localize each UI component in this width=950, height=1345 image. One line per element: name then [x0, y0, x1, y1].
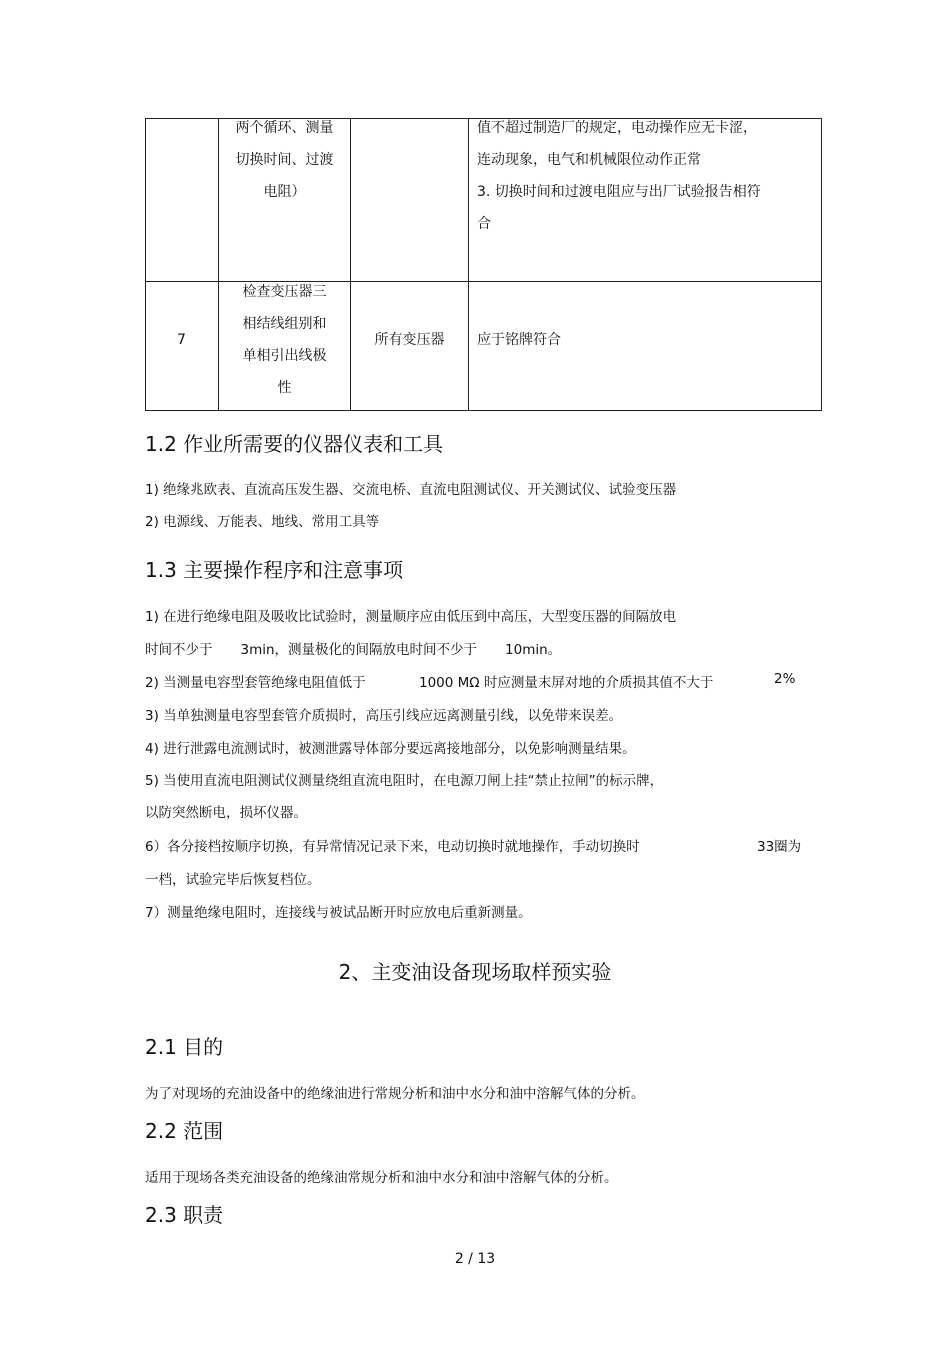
item-text: 性 [277, 380, 292, 396]
requirement-text: 3. 切换时间和过渡电阻应与出厂试验报告相符 [477, 184, 761, 200]
paragraph: 3) 当单独测量电容型套管介质损时，高压引线应远离测量引线，以免带来误差。 [145, 708, 623, 724]
text-span: 2% [774, 671, 796, 687]
requirement-text: 值不超过制造厂的规定，电动操作应无卡涩， [477, 120, 757, 136]
item-text: 相结线组别和 [242, 316, 327, 332]
text-span: 1000 MΩ 时应测量末屏对地的介质损其值不大于 [419, 675, 714, 691]
text-span: 时间不少于 [145, 642, 213, 658]
requirement-cell [477, 112, 817, 240]
text-span: 2) 当测量电容型套管绝缘电阻值低于 [145, 675, 366, 691]
item-text: 切换时间、过渡 [235, 152, 334, 168]
row-number: 7 [177, 332, 186, 348]
section-title: 1.2 作业所需要的仪器仪表和工具 [145, 432, 444, 456]
paragraph: 以防突然断电，损坏仪器。 [145, 805, 307, 821]
text-span: 10min。 [505, 642, 562, 658]
section-title: 1.3 主要操作程序和注意事项 [145, 558, 404, 582]
section-title: 2.2 范围 [145, 1119, 224, 1143]
paragraph: 5) 当使用直流电阻测试仪测量绕组直流电阻时，在电源刀闸上挂“禁止拉闸”的标示牌， [145, 773, 664, 789]
table-divider [350, 118, 351, 411]
item-cell [219, 276, 350, 404]
paragraph: 为了对现场的充油设备中的绝缘油进行常规分析和油中水分和油中溶解气体的分析。 [145, 1086, 645, 1102]
section-title: 2.1 目的 [145, 1035, 224, 1059]
test-items-table [145, 118, 822, 411]
paragraph: 2) 电源线、万能表、地线、常用工具等 [145, 514, 380, 530]
paragraph: 1) 在进行绝缘电阻及吸收比试验时，测量顺序应由低压到中高压，大型变压器的间隔放电 [145, 609, 677, 625]
paragraph: 7）测量绝缘电阻时，连接线与被试品断开时应放电后重新测量。 [145, 905, 532, 921]
table-border-left [145, 118, 146, 411]
scope-cell: 所有变压器 [374, 332, 445, 348]
chapter-heading: 2、主变油设备现场取样预实验 [338, 960, 612, 984]
requirement-text: 连动现象，电气和机械限位动作正常 [477, 152, 701, 168]
item-text: 检查变压器三 [242, 284, 327, 300]
table-border-right [821, 118, 822, 411]
requirement-text: 合 [477, 216, 491, 232]
paragraph [145, 671, 366, 691]
text-span: 3min，测量极化的间隔放电时间不少于 [240, 642, 478, 658]
section-title: 2.3 职责 [145, 1203, 224, 1227]
item-text: 两个循环、测量 [235, 120, 334, 136]
paragraph: 一档，试验完毕后恢复档位。 [145, 872, 321, 888]
page-number: 2 / 13 [454, 1251, 496, 1267]
text-span: 33圈为 [757, 839, 802, 855]
paragraph: 6）各分接档按顺序切换，有异常情况记录下来，电动切换时就地操作，手动切换时 [145, 839, 640, 855]
item-text: 单相引出线极 [242, 348, 327, 364]
paragraph: 4) 进行泄露电流测试时，被测泄露导体部分要远离接地部分，以免影响测量结果。 [145, 741, 636, 757]
table-border-bottom [145, 410, 822, 411]
item-text: 电阻） [263, 184, 306, 200]
table-row [219, 112, 350, 208]
requirement-cell: 应于铭牌符合 [477, 332, 561, 348]
paragraph: 1) 绝缘兆欧表、直流高压发生器、交流电桥、直流电阻测试仪、开关测试仪、试验变压器 [145, 482, 677, 498]
table-divider [468, 118, 469, 411]
paragraph: 适用于现场各类充油设备的绝缘油常规分析和油中水分和油中溶解气体的分析。 [145, 1170, 618, 1186]
paragraph [145, 638, 561, 658]
